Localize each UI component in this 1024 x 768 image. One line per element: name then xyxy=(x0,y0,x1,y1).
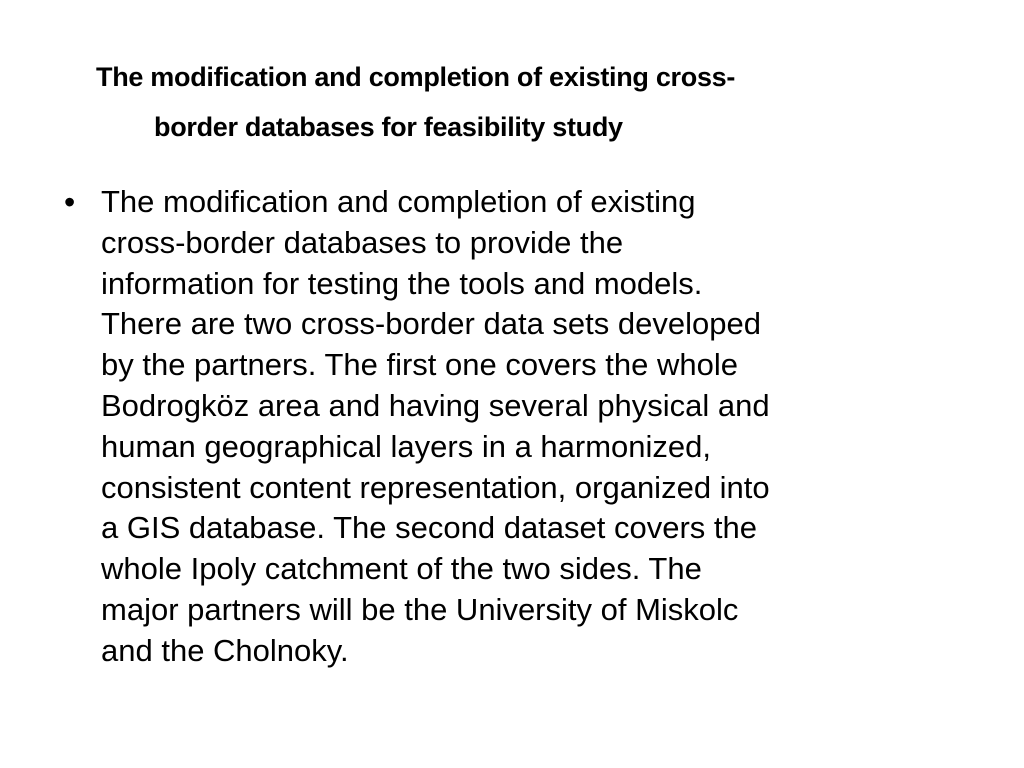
bullet-line-2: cross-border databases to provide the xyxy=(101,224,624,260)
bullet-line-8: consistent content representation, organized into xyxy=(101,469,770,505)
bullet-line-4: There are two cross-border data sets developed xyxy=(101,306,761,342)
bullet-icon: • xyxy=(64,184,76,220)
bullet-line-3: information for testing the tools and models. xyxy=(101,265,703,301)
bullet-line-10: whole Ipoly catchment of the two sides. The xyxy=(101,551,702,587)
bullet-line-1: The modification and completion of existing xyxy=(101,184,696,219)
bullet-line-9: a GIS database. The second dataset covers the xyxy=(101,510,758,546)
bullet-text xyxy=(101,182,978,672)
title-line-2: border databases for feasibility study xyxy=(154,112,623,142)
title-line-1: The modification and completion of existing cross- xyxy=(96,62,736,92)
bullet-line-12: and the Cholnoky. xyxy=(101,632,349,668)
bullet-item xyxy=(58,182,978,672)
bullet-list xyxy=(58,182,978,672)
bullet-line-11: major partners will be the University of Miskolc xyxy=(101,591,739,627)
slide-title xyxy=(96,52,946,152)
bullet-line-7: human geographical layers in a harmonized, xyxy=(101,428,712,464)
bullet-line-5: by the partners. The first one covers the whole xyxy=(101,347,738,383)
bullet-line-6: Bodrogköz area and having several physical and xyxy=(101,387,770,423)
